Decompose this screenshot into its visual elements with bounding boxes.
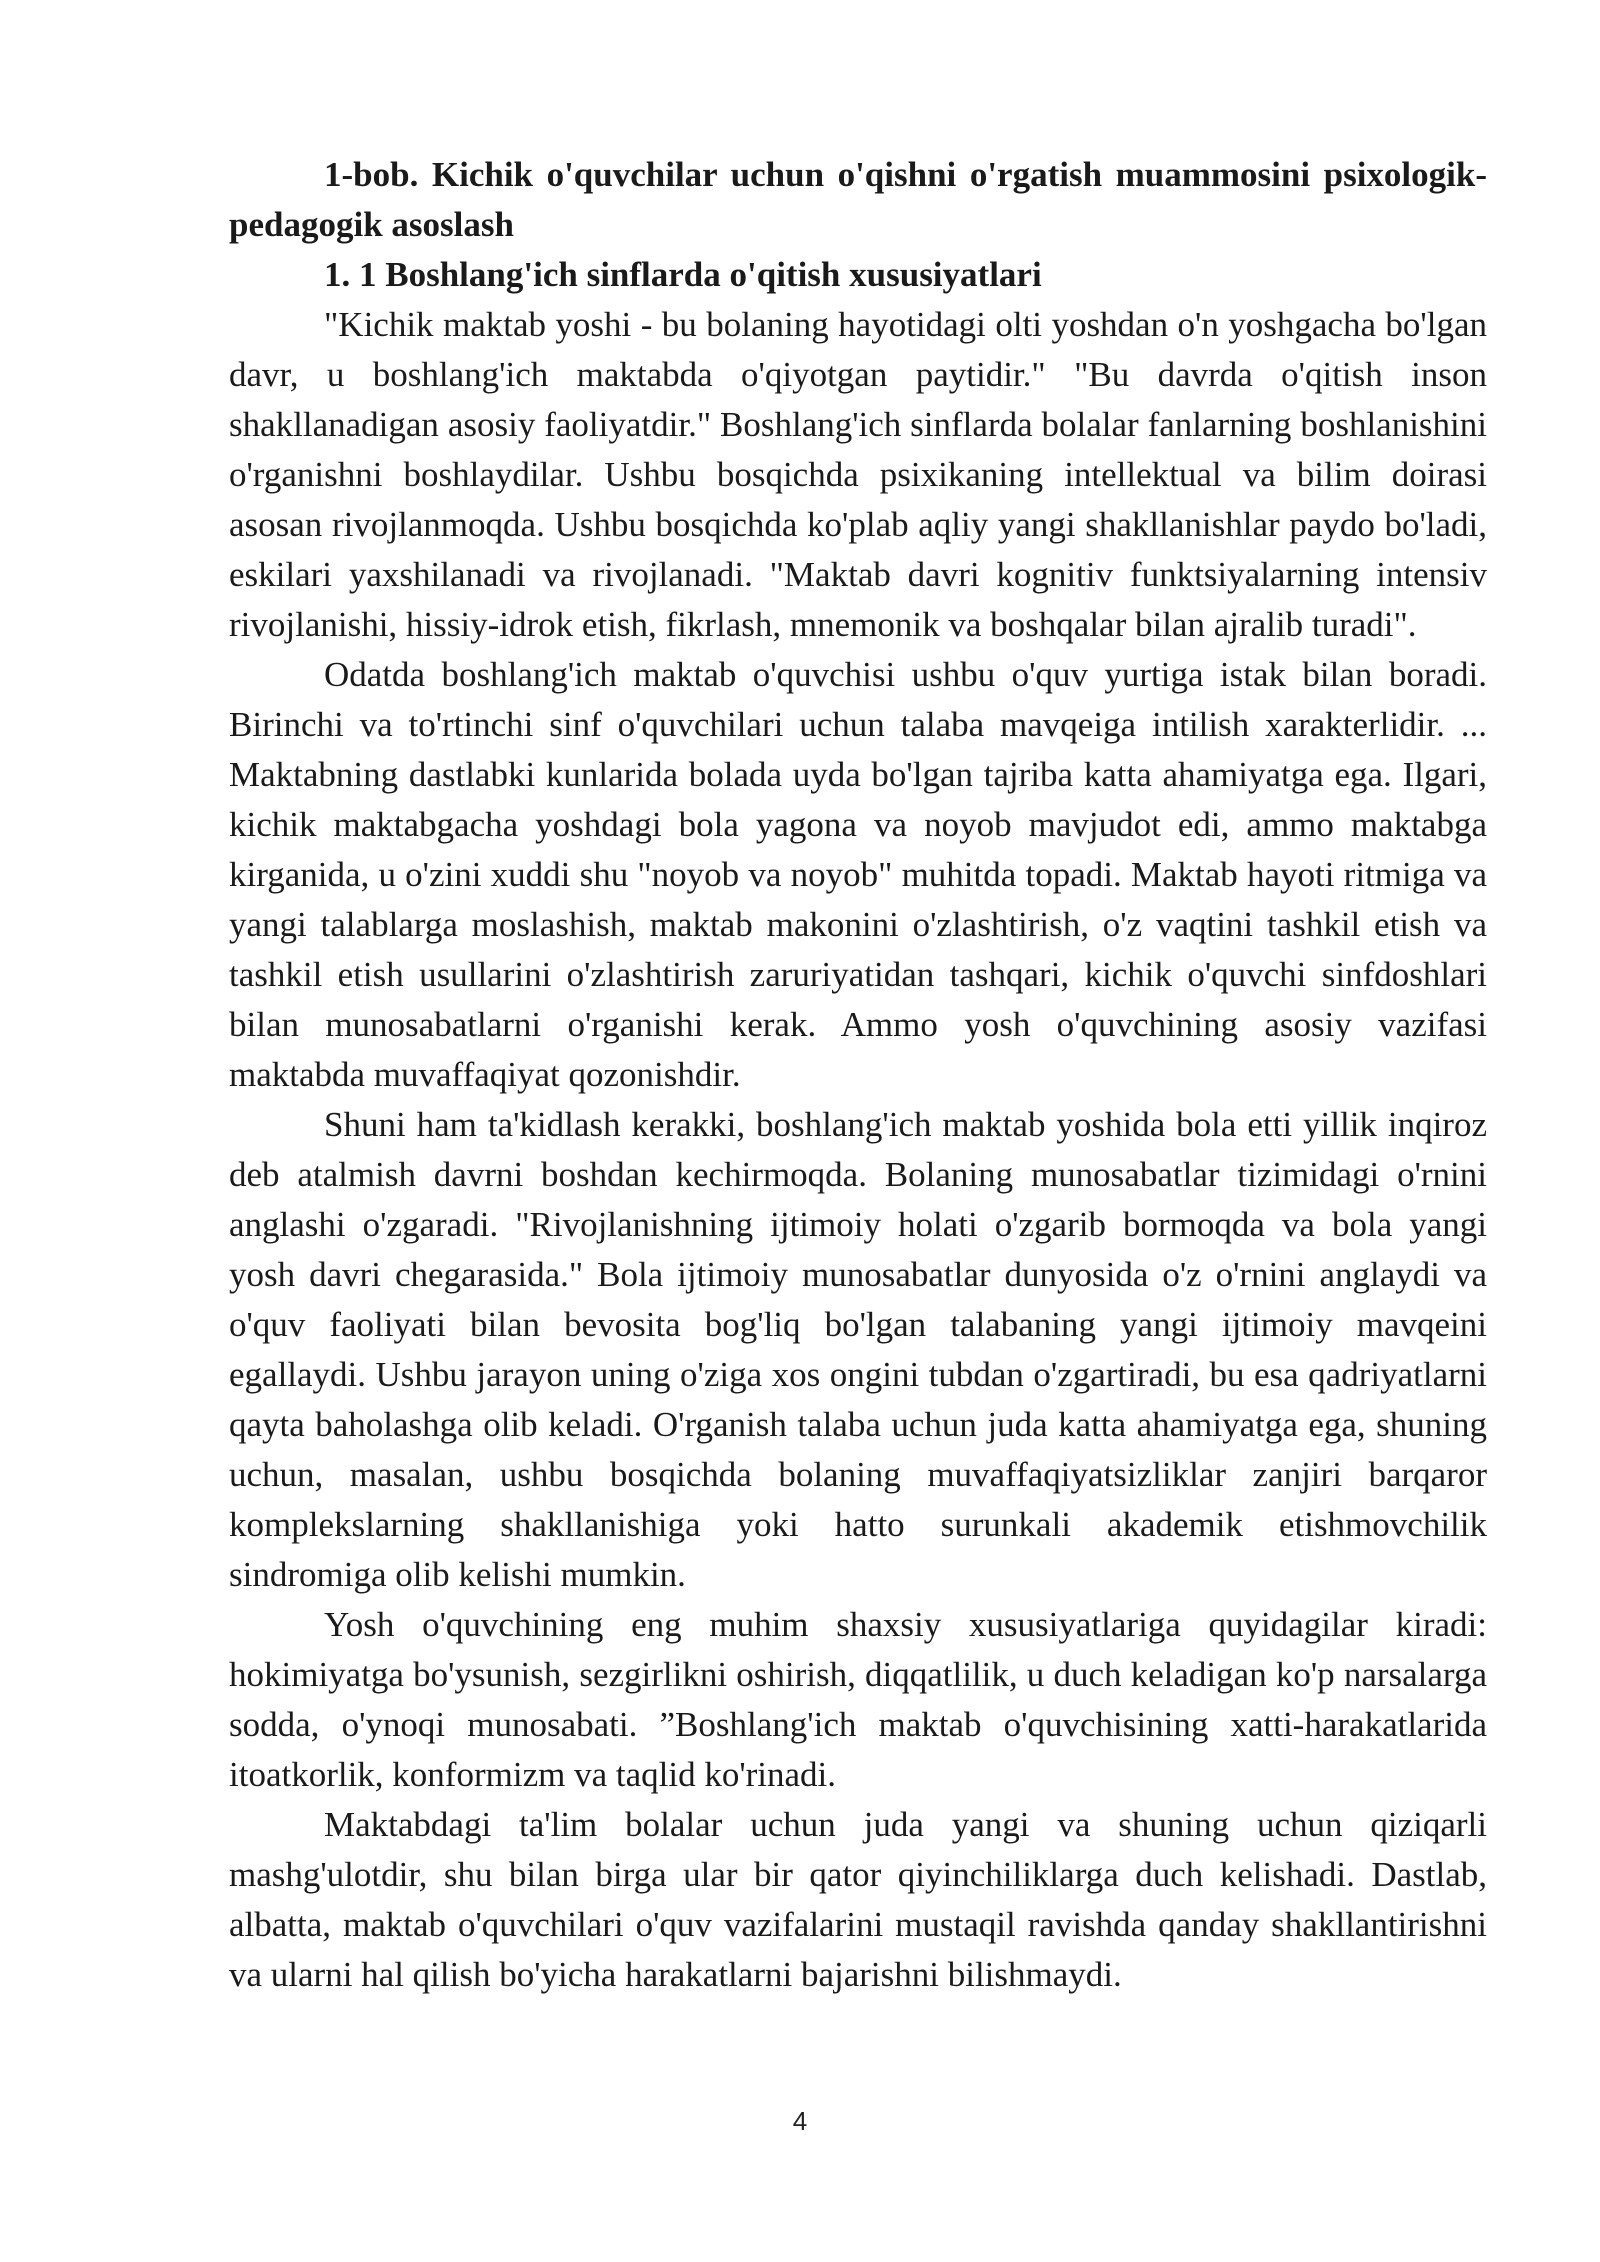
section-title: 1. 1 Boshlang'ich sinflarda o'qitish xususiyatlari bbox=[324, 255, 1042, 294]
paragraph-3: Shuni ham ta'kidlash kerakki, boshlang'ich maktab yoshida bola etti yillik inqiroz deb atalmish davrni boshdan kechirmoqda. Bolaning munosabatlar tizimidagi o'rnini anglashi o'zgaradi. "Rivojlanishning ijtimoiy holati o'zgarib bormoqda va bola yangi yosh davri chegarasida." Bola ijtimoiy munosabatlar dunyosida o'z o'rnini anglaydi va o'quv faoliyati bilan bevosita bog'liq bo'lgan talabaning yangi ijtimoiy mavqeini egallaydi. Ushbu jarayon uning o'ziga xos ongini tubdan o'zgartiradi, bu esa qadriyatlarni qayta baholashga olib keladi. O'rganish talaba uchun juda katta ahamiyatga ega, shuning uchun, masalan, ushbu bosqichda bolaning muvaffaqiyatsizliklar zanjiri barqaror komplekslarning shakllanishiga yoki hatto surunkali akademik etishmovchilik sindromiga olib kelishi mumkin. bbox=[229, 1105, 1487, 1594]
paragraph-4: Yosh o'quvchining eng muhim shaxsiy xususiyatlariga quyidagilar kiradi: hokimiyatga bo'ysunish, sezgirlikni oshirish, diqqatlilik, u duch keladigan ko'p narsalarga sodda, o'ynoqi munosabati. ”Boshlang'ich maktab o'quvchisining xatti-harakatlarida itoatkorlik, konformizm va taqlid ko'rinadi. bbox=[229, 1605, 1487, 1794]
document-page bbox=[229, 150, 1487, 2000]
paragraph-2: Odatda boshlang'ich maktab o'quvchisi ushbu o'quv yurtiga istak bilan boradi. Birinchi va to'rtinchi sinf o'quvchilari uchun talaba mavqeiga intilish xarakterlidir. ... Maktabning dastlabki kunlarida bolada uyda bo'lgan tajriba katta ahamiyatga ega. Ilgari, kichik maktabgacha yoshdagi bola yagona va noyob mavjudot edi, ammo maktabga kirganida, u o'zini xuddi shu "noyob va noyob" muhitda topadi. Maktab hayoti ritmiga va yangi talablarga moslashish, maktab makonini o'zlashtirish, o'z vaqtini tashkil etish va tashkil etish usullarini o'zlashtirish zaruriyatidan tashqari, kichik o'quvchi sinfdoshlari bilan munosabatlarni o'rganishi kerak. Ammo yosh o'quvchining asosiy vazifasi maktabda muvaffaqiyat qozonishdir. bbox=[229, 655, 1487, 1094]
chapter-title: 1-bob. Kichik o'quvchilar uchun o'qishni o'rgatish muammosini psixologik-pedagogik asoslash bbox=[229, 155, 1487, 244]
paragraph-1: "Kichik maktab yoshi - bu bolaning hayotidagi olti yoshdan o'n yoshgacha bo'lgan davr, u boshlang'ich maktabda o'qiyotgan paytidir." "Bu davrda o'qitish inson shakllanadigan asosiy faoliyatdir." Boshlang'ich sinflarda bolalar fanlarning boshlanishini o'rganishni boshlaydilar. Ushbu bosqichda psixikaning intellektual va bilim doirasi asosan rivojlanmoqda. Ushbu bosqichda ko'plab aqliy yangi shakllanishlar paydo bo'ladi, eskilari yaxshilanadi va rivojlanadi. "Maktab davri kognitiv funktsiyalarning intensiv rivojlanishi, hissiy-idrok etish, fikrlash, mnemonik va boshqalar bilan ajralib turadi". bbox=[229, 305, 1487, 644]
page-number: 4 bbox=[792, 2106, 808, 2136]
paragraph-5: Maktabdagi ta'lim bolalar uchun juda yangi va shuning uchun qiziqarli mashg'ulotdir, shu bilan birga ular bir qator qiyinchiliklarga duch kelishadi. Dastlab, albatta, maktab o'quvchilari o'quv vazifalarini mustaqil ravishda qanday shakllantirishni va ularni hal qilish bo'yicha harakatlarni bajarishni bilishmaydi. bbox=[229, 1805, 1487, 1994]
